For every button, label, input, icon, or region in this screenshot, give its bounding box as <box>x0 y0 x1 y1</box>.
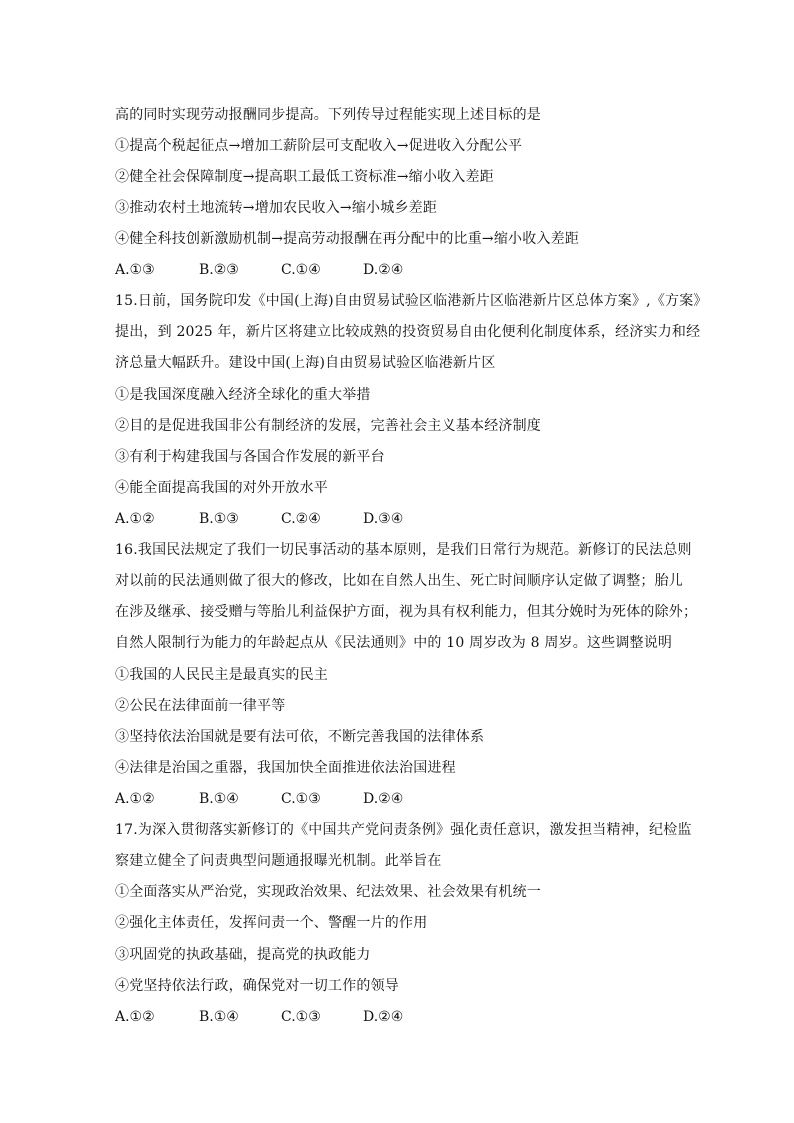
q15-stem-line-3: 济总量大幅跃升。建设中国(上海)自由贸易试验区临港新片区 <box>115 355 496 371</box>
q17-option-a: A.①② <box>115 1009 155 1025</box>
q15-option-c: C.②④ <box>281 511 321 527</box>
q16-stem-line-3: 在涉及继承、接受赠与等胎儿利益保护方面，视为具有权利能力，但其分娩时为死体的除外； <box>115 604 698 620</box>
q15-option-b: B.①③ <box>199 511 239 527</box>
q16-stem-line-4: 自然人限制行为能力的年龄起点从《民法通则》中的 10 周岁改为 8 周岁。这些调整说明 <box>115 635 673 651</box>
q16-item-2: ②公民在法律面前一律平等 <box>115 698 286 714</box>
q15-item-4: ④能全面提高我国的对外开放水平 <box>115 480 328 496</box>
q17-item-4: ④党坚持依法行政，确保党对一切工作的领导 <box>115 978 399 994</box>
q15-item-1: ①是我国深度融入经济全球化的重大举措 <box>115 387 371 403</box>
q15-item-3: ③有利于构建我国与各国合作发展的新平台 <box>115 449 385 465</box>
q16-option-c: C.①③ <box>281 791 321 807</box>
q17-option-c: C.①③ <box>281 1009 321 1025</box>
q15-stem-line-1: 15.日前，国务院印发《中国(上海)自由贸易试验区临港新片区临港新片区总体方案》,《方案》 <box>115 293 708 309</box>
q16-stem-line-2: 对以前的民法通则做了很大的修改，比如在自然人出生、死亡时间顺序认定做了调整；胎儿 <box>115 573 683 589</box>
q17-stem-line-2: 察建立健全了问责典型问题通报曝光机制。此举旨在 <box>115 853 442 869</box>
q14-option-d: D.②④ <box>363 262 404 278</box>
q17-item-3: ③巩固党的执政基础，提高党的执政能力 <box>115 947 371 963</box>
q14-option-b: B.②③ <box>199 262 239 278</box>
q14-item-4: ④健全科技创新激励机制→提高劳动报酬在再分配中的比重→缩小收入差距 <box>115 231 580 247</box>
q16-stem-line-1: 16.我国民法规定了我们一切民事活动的基本原则，是我们日常行为规范。新修订的民法总则 <box>115 542 692 558</box>
q16-item-1: ①我国的人民民主是最真实的民主 <box>115 667 328 683</box>
q17-stem-line-1: 17.为深入贯彻落实新修订的《中国共产党问责条例》强化责任意识，激发担当精神，纪检监 <box>115 822 692 838</box>
q15-option-a: A.①② <box>115 511 155 527</box>
q14-item-3: ③推动农村土地流转→增加农民收入→缩小城乡差距 <box>115 200 438 216</box>
q15-stem-line-2: 提出，到 2025 年，新片区将建立比较成熟的投资贸易自由化便利化制度体系，经济实力和经 <box>115 324 701 340</box>
q17-option-b: B.①④ <box>199 1009 239 1025</box>
q17-item-2: ②强化主体责任，发挥问责一个、警醒一片的作用 <box>115 915 428 931</box>
q14-option-c: C.①④ <box>281 262 321 278</box>
q14-stem-cont: 高的同时实现劳动报酬同步提高。下列传导过程能实现上述目标的是 <box>115 107 541 123</box>
q16-option-d: D.②④ <box>363 791 404 807</box>
q14-item-1: ①提高个税起征点→增加工薪阶层可支配收入→促进收入分配公平 <box>115 138 523 154</box>
q16-option-a: A.①② <box>115 791 155 807</box>
q14-option-a: A.①③ <box>115 262 155 278</box>
q14-item-2: ②健全社会保障制度→提高职工最低工资标准→缩小收入差距 <box>115 169 494 185</box>
q17-item-1: ①全面落实从严治党，实现政治效果、纪法效果、社会效果有机统一 <box>115 884 541 900</box>
q16-option-b: B.①④ <box>199 791 239 807</box>
q16-item-4: ④法律是治国之重器，我国加快全面推进依法治国进程 <box>115 760 456 776</box>
q16-item-3: ③坚持依法治国就是要有法可依，不断完善我国的法律体系 <box>115 729 485 745</box>
q17-option-d: D.②④ <box>363 1009 404 1025</box>
q15-item-2: ②目的是促进我国非公有制经济的发展，完善社会主义基本经济制度 <box>115 418 541 434</box>
q15-option-d: D.③④ <box>363 511 404 527</box>
